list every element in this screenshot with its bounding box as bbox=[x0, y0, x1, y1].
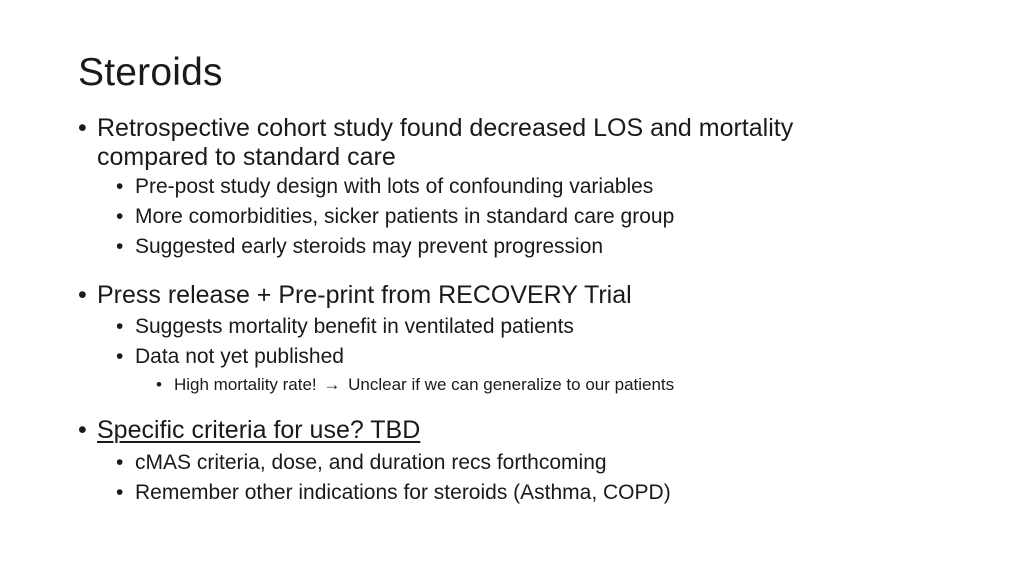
bullet-level2 bbox=[116, 233, 603, 261]
bullet-text: Press release + Pre-print from RECOVERY Trial bbox=[97, 281, 632, 309]
bullet-level2 bbox=[116, 479, 671, 507]
bullet-icon: • bbox=[116, 205, 124, 228]
bullet-icon: • bbox=[116, 481, 124, 504]
bullet-level3 bbox=[156, 374, 674, 396]
bullet-text-underlined: Specific criteria for use? TBD bbox=[97, 416, 421, 444]
bullet-level2 bbox=[116, 449, 607, 477]
bullet-text: Suggests mortality benefit in ventilated patients bbox=[135, 315, 574, 338]
bullet-level1 bbox=[78, 416, 420, 445]
bullet-icon: • bbox=[78, 281, 87, 309]
bullet-level2 bbox=[116, 313, 574, 341]
bullet-text: Data not yet published bbox=[135, 345, 344, 368]
bullet-icon: • bbox=[116, 315, 124, 338]
bullet-text: Suggested early steroids may prevent progression bbox=[135, 235, 604, 258]
bullet-text: Remember other indications for steroids (Asthma, COPD) bbox=[135, 481, 671, 504]
bullet-level1 bbox=[78, 281, 632, 310]
bullet-level1 bbox=[78, 114, 793, 172]
bullet-level2 bbox=[116, 203, 674, 231]
bullet-icon: • bbox=[156, 375, 162, 394]
bullet-icon: • bbox=[116, 345, 124, 368]
bullet-icon: • bbox=[78, 114, 87, 142]
bullet-text: cMAS criteria, dose, and duration recs forthcoming bbox=[135, 451, 607, 474]
bullet-icon: • bbox=[116, 451, 124, 474]
bullet-icon: • bbox=[116, 175, 124, 198]
bullet-text: High mortality rate! → Unclear if we can generalize to our patients bbox=[174, 375, 675, 394]
bullet-icon: • bbox=[78, 416, 87, 444]
bullet-level2 bbox=[116, 173, 653, 201]
arrow-right-icon: → bbox=[323, 375, 341, 394]
slide-title: Steroids bbox=[78, 51, 223, 94]
bullet-icon: • bbox=[116, 235, 124, 258]
bullet-level2 bbox=[116, 343, 344, 371]
bullet-text: More comorbidities, sicker patients in standard care group bbox=[135, 205, 675, 228]
bullet-text: Retrospective cohort study found decreased LOS and mortality compared to standard care bbox=[97, 114, 794, 171]
bullet-text: Pre-post study design with lots of confounding variables bbox=[135, 175, 654, 198]
